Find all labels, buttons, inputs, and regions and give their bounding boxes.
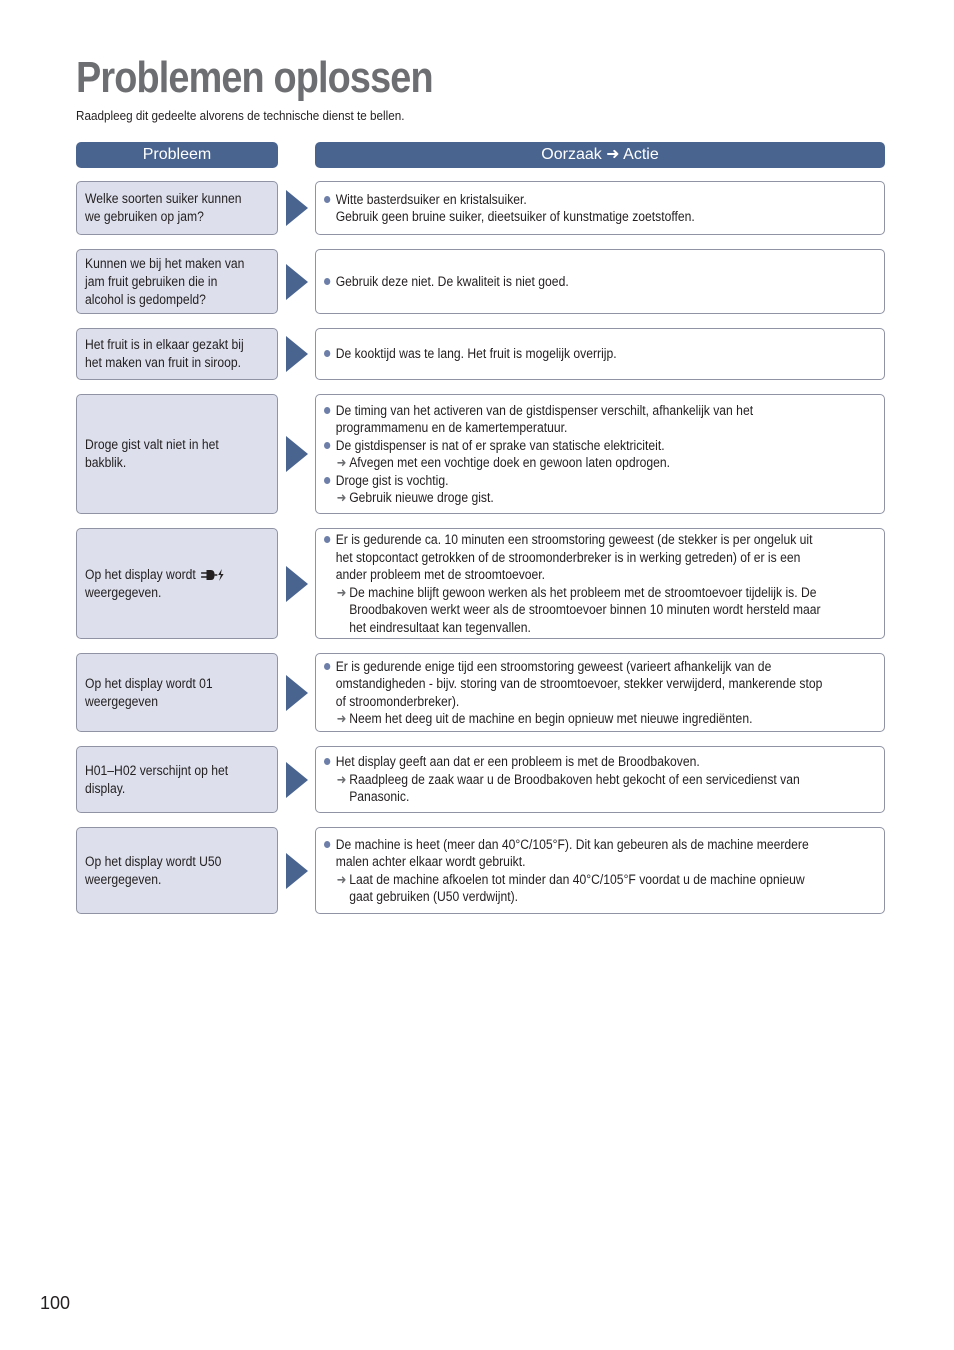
problem-text: Kunnen we bij het maken van jam fruit gebruiken die in alcohol is gedompeld? <box>85 255 245 307</box>
problem-box <box>76 827 278 914</box>
cause-box <box>315 528 885 639</box>
arrow-right-icon <box>286 762 308 798</box>
cause-box <box>315 181 885 235</box>
arrow-right-icon <box>286 675 308 711</box>
problem-box <box>76 328 278 380</box>
cause-box <box>315 827 885 914</box>
problem-box <box>76 181 278 235</box>
arrow-right-icon <box>286 436 308 472</box>
troubleshoot-row <box>0 394 954 514</box>
arrow-icon: ➜ <box>336 584 347 600</box>
problem-box <box>76 528 278 639</box>
cause-line: De kooktijd was te lang. Het fruit is mogelijk overrijp. <box>324 345 823 363</box>
problem-text: Op het display wordt U50 weergegeven. <box>85 853 222 887</box>
arrow-right-icon <box>286 566 308 602</box>
bullet-icon <box>324 196 330 203</box>
problem-box <box>76 746 278 813</box>
arrow-right-icon <box>286 264 308 300</box>
cause-line: Gebruik deze niet. De kwaliteit is niet goed. <box>324 273 823 291</box>
arrow-icon: ➜ <box>336 490 347 505</box>
action-line: ➜ Afvegen met een vochtige doek en gewoon laten opdrogen. <box>336 455 671 470</box>
cause-line: Droge gist is vochtig. <box>324 472 823 490</box>
bullet-icon <box>324 350 330 357</box>
bullet-icon <box>324 407 330 414</box>
bullet-icon <box>324 758 330 765</box>
cause-box <box>315 328 885 380</box>
cause-line: De timing van het activeren van de gistdispenser verschilt, afhankelijk van het programmamenu en de kamertemperatuur. <box>324 402 823 437</box>
action-line: ➜ Raadpleeg de zaak waar u de Broodbakoven hebt gekocht of een servicedienst van Panasonic. <box>336 771 800 805</box>
cause-box <box>315 249 885 314</box>
troubleshoot-row <box>0 249 954 314</box>
cause-line: Er is gedurende enige tijd een stroomstoring geweest (varieert afhankelijk van de omstandigheden - bijv. storing van de stroomtoevoer, stekker verwijderd, mankerende stop of stroomonderbreker). <box>324 658 823 711</box>
bullet-icon <box>324 663 330 670</box>
troubleshoot-row <box>0 827 954 914</box>
bullet-icon <box>324 278 330 285</box>
cause-box <box>315 394 885 514</box>
problem-text: Welke soorten suiker kunnen we gebruiken op jam? <box>85 191 242 224</box>
problem-box <box>76 653 278 732</box>
action-line: ➜ Laat de machine afkoelen tot minder dan 40°C/105°F voordat u de machine opnieuw gaat gebruiken (U50 verdwijnt). <box>336 871 805 904</box>
cause-line: Witte basterdsuiker en kristalsuiker. <box>324 191 823 209</box>
page-subtitle: Raadpleeg dit gedeelte alvorens de technische dienst te bellen. <box>76 108 405 123</box>
arrow-icon: ➜ <box>336 711 347 726</box>
arrow-right-icon <box>286 190 308 226</box>
bullet-icon <box>324 536 330 543</box>
problem-box <box>76 249 278 314</box>
page-title: Problemen oplossen <box>76 53 433 102</box>
cause-line: De gistdispenser is nat of er sprake van statische elektriciteit. <box>324 437 823 455</box>
cause-line: Het display geeft aan dat er een probleem is met de Broodbakoven. <box>324 753 823 771</box>
problem-text: Op het display wordt 01 weergegeven <box>85 675 213 709</box>
arrow-icon: ➜ <box>336 871 347 887</box>
problem-text: Droge gist valt niet in het bakblik. <box>85 437 219 470</box>
arrow-icon: ➜ <box>336 455 347 470</box>
troubleshoot-row <box>0 328 954 380</box>
arrow-icon: ➜ <box>336 771 347 787</box>
bullet-icon <box>324 442 330 449</box>
problem-box <box>76 394 278 514</box>
troubleshoot-row <box>0 653 954 732</box>
bullet-icon <box>324 477 330 484</box>
troubleshoot-row <box>0 528 954 639</box>
cause-line: De machine is heet (meer dan 40°C/105°F). Dit kan gebeuren als de machine meerdere malen achter elkaar wordt gebruikt. <box>324 836 823 871</box>
problem-text: Op het display wordt weergegeven. <box>85 566 251 602</box>
action-line: ➜ Neem het deeg uit de machine en begin opnieuw met nieuwe ingrediënten. <box>336 711 753 726</box>
cause-line: Er is gedurende ca. 10 minuten een stroomstoring geweest (de stekker is per ongeluk uit het stopcontact getrokken of de stroomonderbreker is in werking getreden) of er is een ander probleem met de stroomtoevoer. <box>324 531 823 584</box>
troubleshoot-row <box>0 746 954 813</box>
header-cause-action: Oorzaak ➜ Actie <box>315 142 885 168</box>
header-problem: Probleem <box>76 142 278 168</box>
cause-line: Gebruik geen bruine suiker, dieetsuiker of kunstmatige zoetstoffen. <box>335 209 695 224</box>
cause-box <box>315 746 885 813</box>
action-line: ➜ De machine blijft gewoon werken als het probleem met de stroomtoevoer tijdelijk is. De Broodbakoven werkt weer als de stroomtoevoer binnen 10 minuten wordt hersteld maar het eindresultaat kan tegenvallen. <box>336 584 821 635</box>
bullet-icon <box>324 841 330 848</box>
cause-box <box>315 653 885 732</box>
problem-text: H01–H02 verschijnt op het display. <box>85 762 229 796</box>
page-number: 100 <box>40 1293 71 1313</box>
power-failure-icon <box>200 568 225 582</box>
troubleshoot-row <box>0 181 954 235</box>
arrow-right-icon <box>286 336 308 372</box>
problem-text: Het fruit is in elkaar gezakt bij het maken van fruit in siroop. <box>85 337 244 370</box>
arrow-right-icon <box>286 853 308 889</box>
action-line: ➜ Gebruik nieuwe droge gist. <box>336 490 494 505</box>
